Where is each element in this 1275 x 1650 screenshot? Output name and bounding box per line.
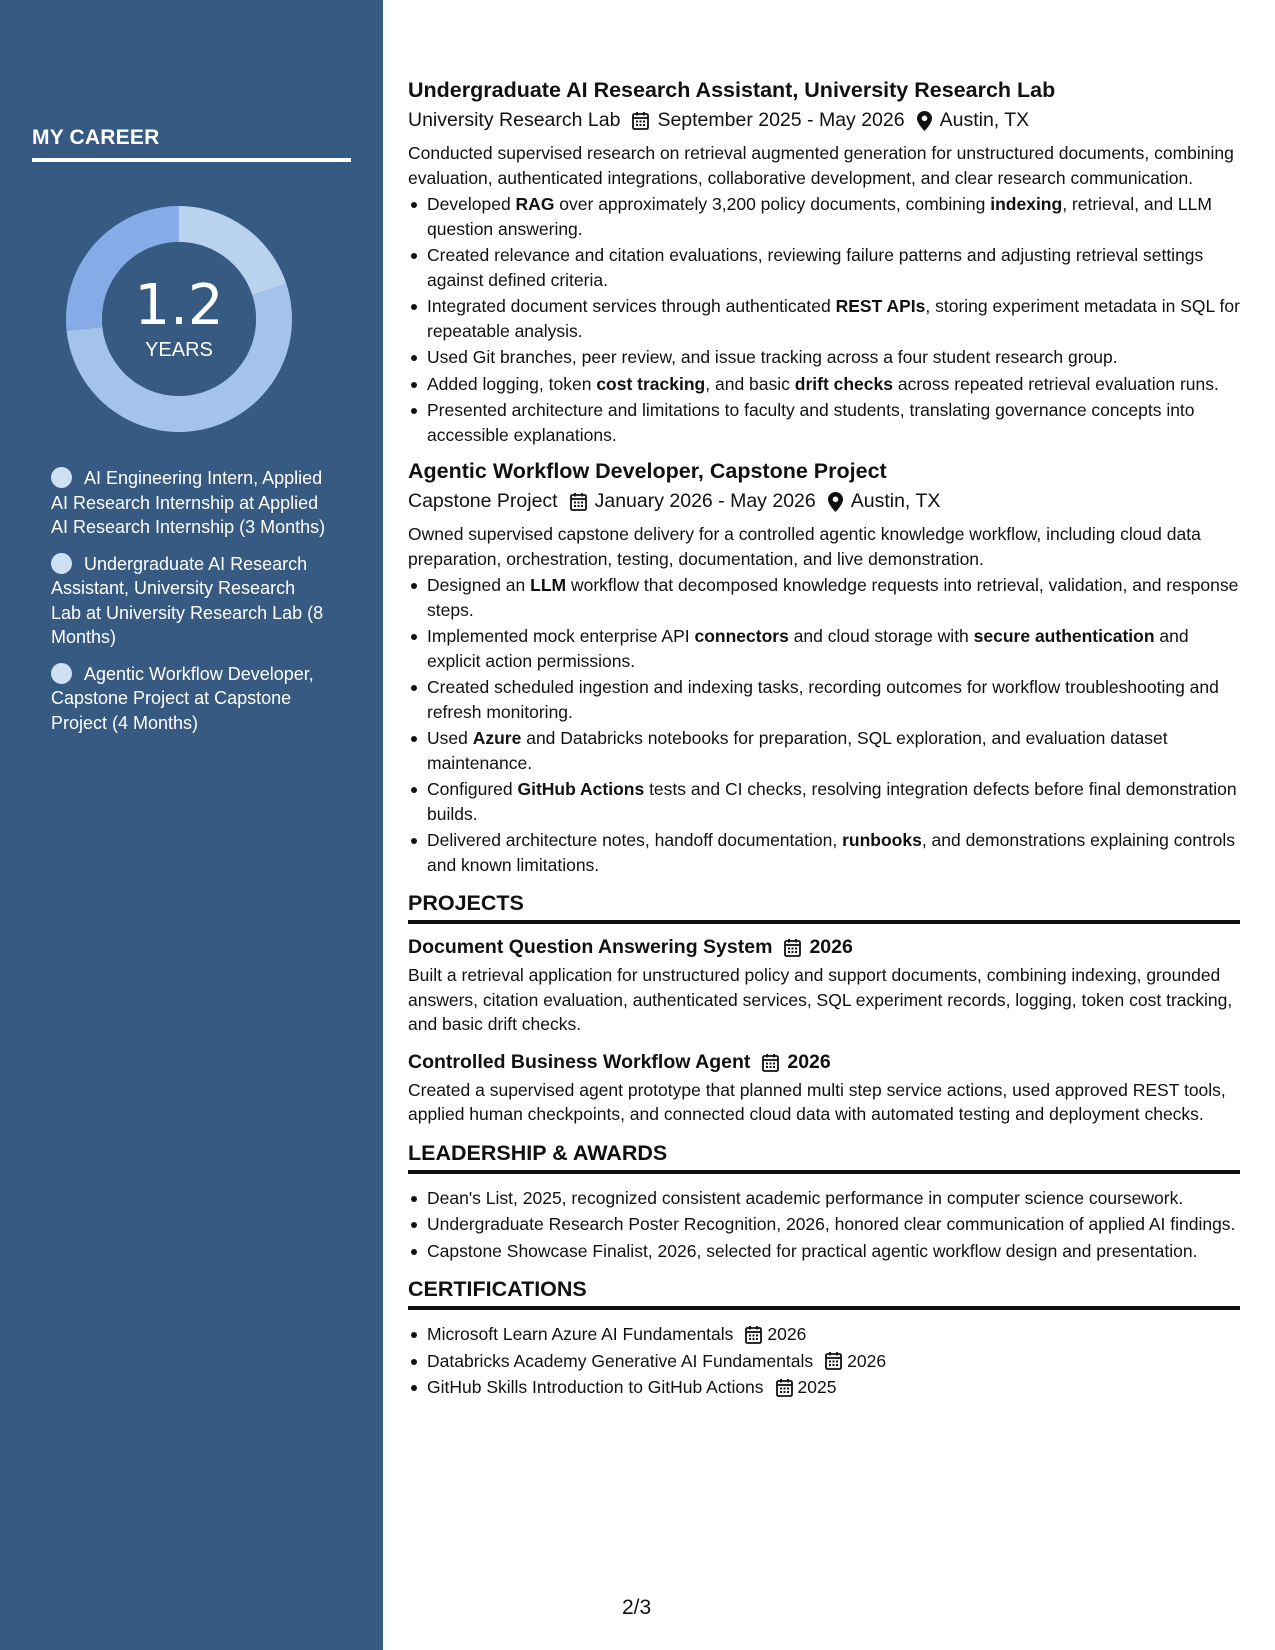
project-year: 2026 bbox=[787, 1050, 831, 1073]
project-description: Built a retrieval application for unstructured policy and support documents, combining indexing, grounded answers, citation evaluation, authenticated services, SQL experiment records, logging, token cost tracking, and basic drift checks. bbox=[408, 965, 1233, 1034]
role-location: Austin, TX bbox=[850, 490, 941, 512]
career-item-label: Agentic Workflow Developer, Capstone Project at Capstone Project (4 Months) bbox=[51, 663, 314, 733]
career-item-label: Undergraduate AI Research Assistant, University Research Lab at University Research Lab (8 Months) bbox=[51, 553, 324, 647]
project-title-row bbox=[408, 936, 1240, 959]
leadership-item: Dean's List, 2025, recognized consistent academic performance in computer science coursework. bbox=[408, 1186, 1240, 1211]
career-item-label: AI Engineering Intern, Applied AI Research Internship at Applied AI Research Internship (3 Months) bbox=[51, 468, 326, 537]
role-meta bbox=[408, 109, 1240, 132]
leadership-heading: LEADERSHIP & AWARDS bbox=[408, 1141, 1240, 1174]
role-bullets bbox=[408, 573, 1240, 877]
calendar-icon bbox=[762, 1053, 779, 1072]
leadership-list bbox=[408, 1186, 1240, 1264]
bullet-dot-icon bbox=[51, 663, 72, 684]
role-bullet: Implemented mock enterprise API connectors and cloud storage with secure authentication and explicit action permissions. bbox=[408, 624, 1240, 673]
calendar-icon bbox=[570, 492, 587, 511]
certification-year: 2026 bbox=[767, 1324, 807, 1344]
certification-item bbox=[408, 1375, 1240, 1400]
certification-year: 2026 bbox=[847, 1350, 887, 1371]
project-title: Controlled Business Workflow Agent bbox=[408, 1050, 751, 1073]
calendar-icon bbox=[825, 1351, 842, 1370]
bullet-dot-icon bbox=[51, 467, 72, 488]
project-entry bbox=[408, 936, 1240, 1037]
role-bullet: Used Azure and Databricks notebooks for preparation, SQL exploration, and evaluation dataset maintenance. bbox=[408, 726, 1240, 775]
map-pin-icon bbox=[828, 492, 843, 512]
project-title: Document Question Answering System bbox=[408, 936, 773, 958]
role-meta bbox=[408, 490, 1240, 513]
role-bullet: Developed RAG over approximately 3,200 policy documents, combining indexing, retrieval, and LLM question answering. bbox=[408, 192, 1240, 241]
role-summary: Conducted supervised research on retrieval augmented generation for unstructured documents, combining evaluation, authenticated integrations, collaborative development, and clear research communication. bbox=[408, 143, 1234, 188]
role-bullets bbox=[408, 192, 1240, 447]
certification-name: Databricks Academy Generative AI Fundamentals bbox=[427, 1350, 814, 1371]
career-timeline-item bbox=[51, 466, 326, 540]
role-location: Austin, TX bbox=[939, 109, 1030, 131]
experience-entry bbox=[408, 459, 1240, 877]
role-bullet: Used Git branches, peer review, and issue tracking across a four student research group. bbox=[408, 345, 1240, 370]
role-organization: Capstone Project bbox=[408, 490, 558, 512]
leadership-item: Undergraduate Research Poster Recognition, 2026, honored clear communication of applied AI findings. bbox=[408, 1212, 1240, 1237]
career-timeline-item bbox=[51, 662, 326, 736]
career-sidebar bbox=[0, 0, 383, 1650]
resume-main-column bbox=[408, 78, 1240, 1402]
role-title: Undergraduate AI Research Assistant, University Research Lab bbox=[408, 78, 1056, 102]
role-bullet: Configured GitHub Actions tests and CI checks, resolving integration defects before final demonstration builds. bbox=[408, 777, 1240, 826]
certification-name: Microsoft Learn Azure AI Fundamentals bbox=[427, 1324, 734, 1344]
project-year: 2026 bbox=[809, 936, 853, 958]
leadership-item: Capstone Showcase Finalist, 2026, selected for practical agentic workflow design and presentation. bbox=[408, 1239, 1240, 1264]
career-heading-rule bbox=[32, 158, 351, 162]
projects-heading: PROJECTS bbox=[408, 891, 1240, 924]
role-dates: January 2026 - May 2026 bbox=[594, 490, 816, 512]
career-timeline-list bbox=[51, 466, 326, 747]
calendar-icon bbox=[784, 938, 801, 957]
career-years-unit: YEARS bbox=[145, 339, 213, 361]
certification-item bbox=[408, 1349, 1240, 1374]
career-timeline-item bbox=[51, 552, 326, 650]
project-entry bbox=[408, 1051, 1240, 1127]
career-years-value: 1.2 bbox=[134, 273, 224, 338]
career-heading: MY CAREER bbox=[32, 126, 160, 149]
project-description: Created a supervised agent prototype that planned multi step service actions, used approved REST tools, applied human checkpoints, and connected cloud data with automated testing and deployment checks. bbox=[408, 1079, 1226, 1124]
role-title: Agentic Workflow Developer, Capstone Project bbox=[408, 459, 887, 483]
calendar-icon bbox=[776, 1378, 793, 1397]
role-bullet: Created relevance and citation evaluations, reviewing failure patterns and adjusting retrieval settings against defined criteria. bbox=[408, 243, 1240, 292]
certification-name: GitHub Skills Introduction to GitHub Actions bbox=[427, 1377, 764, 1397]
role-organization: University Research Lab bbox=[408, 109, 621, 131]
project-title-row bbox=[408, 1051, 1240, 1074]
certification-item bbox=[408, 1322, 1240, 1347]
role-summary: Owned supervised capstone delivery for a controlled agentic knowledge workflow, including cloud data preparation, orchestration, testing, documentation, and live demonstration. bbox=[408, 524, 1201, 569]
role-bullet: Integrated document services through authenticated REST APIs, storing experiment metadata in SQL for repeatable analysis. bbox=[408, 294, 1240, 343]
role-bullet: Presented architecture and limitations to faculty and students, translating governance concepts into accessible explanations. bbox=[408, 398, 1240, 447]
experience-entry bbox=[408, 78, 1240, 447]
role-bullet: Delivered architecture notes, handoff documentation, runbooks, and demonstrations explaining controls and known limitations. bbox=[408, 828, 1240, 877]
certifications-heading: CERTIFICATIONS bbox=[408, 1277, 1240, 1310]
bullet-dot-icon bbox=[51, 553, 72, 574]
role-bullet: Added logging, token cost tracking, and basic drift checks across repeated retrieval evaluation runs. bbox=[408, 372, 1240, 397]
map-pin-icon bbox=[917, 111, 932, 131]
calendar-icon bbox=[745, 1325, 762, 1344]
calendar-icon bbox=[632, 111, 649, 130]
page-number: 2/3 bbox=[622, 1596, 652, 1619]
role-bullet: Created scheduled ingestion and indexing tasks, recording outcomes for workflow troubleshooting and refresh monitoring. bbox=[408, 675, 1240, 724]
role-dates: September 2025 - May 2026 bbox=[657, 109, 905, 131]
role-bullet: Designed an LLM workflow that decomposed knowledge requests into retrieval, validation, and response steps. bbox=[408, 573, 1240, 622]
certifications-list bbox=[408, 1322, 1240, 1400]
certification-year: 2025 bbox=[797, 1377, 837, 1397]
